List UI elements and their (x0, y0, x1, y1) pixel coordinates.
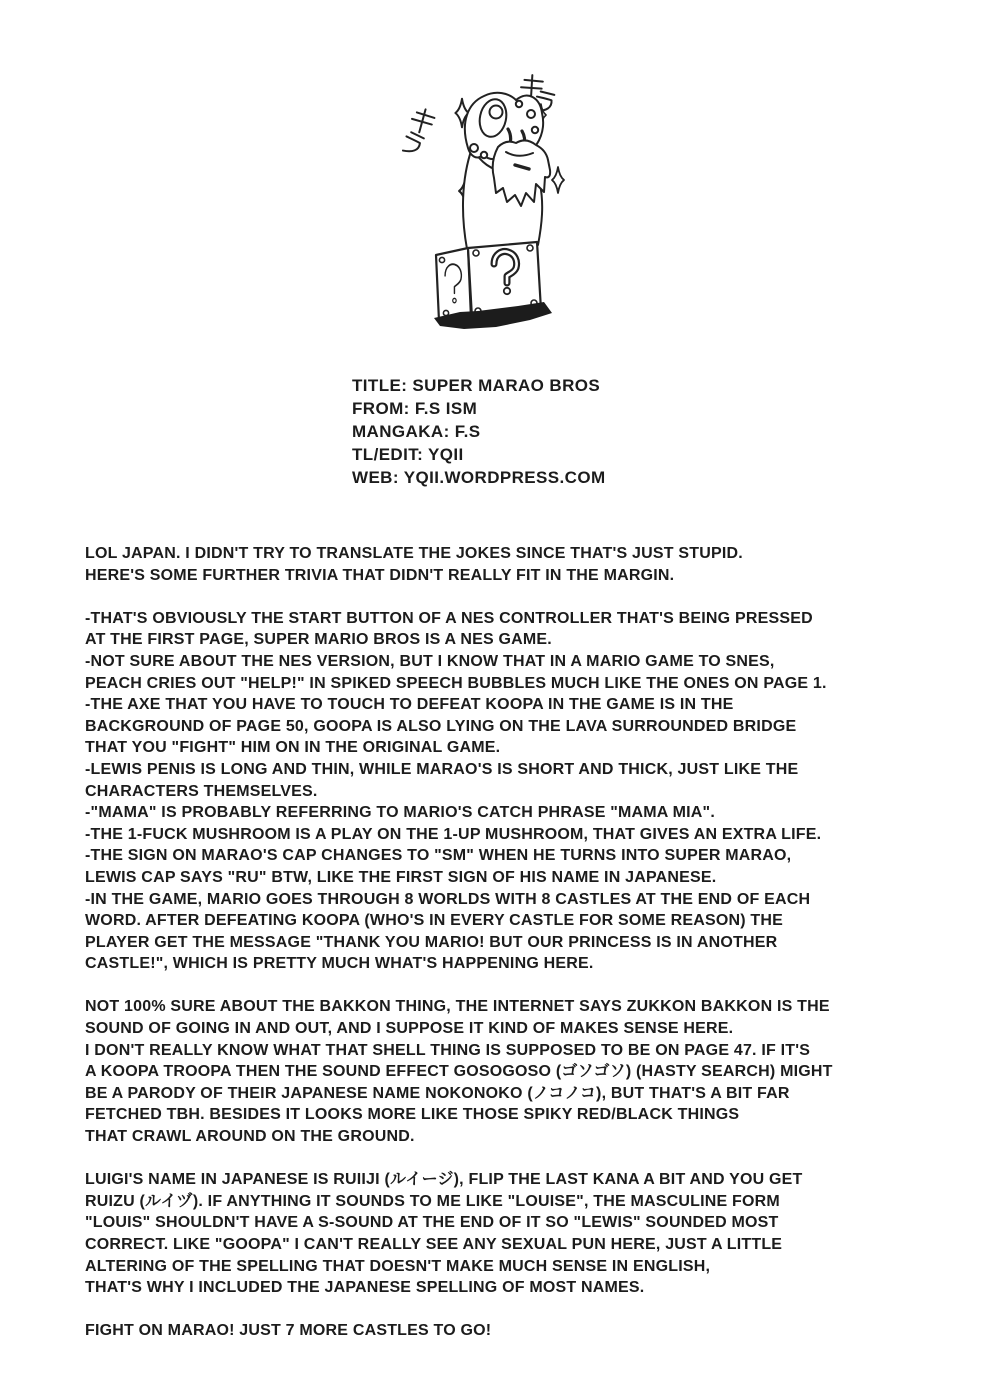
text-line: AT THE FIRST PAGE, SUPER MARIO BROS IS A NES GAME. (85, 631, 552, 649)
credit-line: TITLE: SUPER MARAO BROS (352, 376, 601, 395)
text-line: CORRECT. LIKE "GOOPA" I CAN'T REALLY SEE ANY SEXUAL PUN HERE, JUST A LITTLE (85, 1236, 783, 1253)
paragraph (85, 543, 965, 586)
text-line: CASTLE!", WHICH IS PRETTY MUCH WHAT'S HAPPENING HERE. (85, 955, 594, 973)
cap-spot (470, 144, 478, 152)
text-line: FIGHT ON MARAO! JUST 7 MORE CASTLES TO GO! (85, 1322, 492, 1340)
text-line: I DON'T REALLY KNOW WHAT THAT SHELL THING IS SUPPOSED TO BE ON PAGE 47. IF IT'S (85, 1041, 811, 1059)
text-line: -THE AXE THAT YOU HAVE TO TOUCH TO DEFEAT KOOPA IN THE GAME IS IN THE (85, 696, 734, 714)
paragraph (85, 996, 965, 1147)
credit-line: WEB: YQII.WORDPRESS.COM (352, 468, 606, 487)
text-line: LEWIS CAP SAYS "RU" BTW, LIKE THE FIRST SIGN OF HIS NAME IN JAPANESE. (85, 868, 717, 886)
text-line: LUIGI'S NAME IN JAPANESE IS RUIIJI (ルイージ), FLIP THE LAST KANA A BIT AND YOU GET (85, 1171, 803, 1189)
text-line: BE A PARODY OF THEIR JAPANESE NAME NOKONOKO (ノコノコ), BUT THAT'S A BIT FAR (85, 1084, 790, 1102)
text-line: HERE'S SOME FURTHER TRIVIA THAT DIDN'T REALLY FIT IN THE MARGIN. (85, 566, 675, 584)
text-line: WORD. AFTER DEFEATING KOOPA (WHO'S IN EVERY CASTLE FOR SOME REASON) THE (85, 912, 784, 930)
text-line: -LEWIS PENIS IS LONG AND THIN, WHILE MARAO'S IS SHORT AND THICK, JUST LIKE THE (85, 760, 799, 778)
text-line: FETCHED TBH. BESIDES IT LOOKS MORE LIKE THOSE SPIKY RED/BLACK THINGS (85, 1106, 740, 1124)
text-line: -THE 1-FUCK MUSHROOM IS A PLAY ON THE 1-UP MUSHROOM, THAT GIVES AN EXTRA LIFE. (85, 825, 822, 843)
translator-notes (85, 543, 965, 1342)
text-line: LOL JAPAN. I DIDN'T TRY TO TRANSLATE THE JOKES SINCE THAT'S JUST STUPID. (85, 545, 743, 562)
credit-line: TL/EDIT: YQII (352, 445, 464, 464)
text-line: SOUND OF GOING IN AND OUT, AND I SUPPOSE IT KIND OF MAKES SENSE HERE. (85, 1020, 734, 1038)
text-line: ALTERING OF THE SPELLING THAT DOESN'T MAKE MUCH SENSE IN ENGLISH, (85, 1257, 711, 1275)
text-line: A KOOPA TROOPA THEN THE SOUND EFFECT GOSOGOSO (ゴソゴソ) (HASTY SEARCH) MIGHT (85, 1063, 833, 1081)
credit-line: MANGAKA: F.S (352, 422, 481, 441)
text-line: CHARACTERS THEMSELVES. (85, 782, 318, 800)
cap-spot (527, 110, 535, 118)
paragraph (85, 608, 965, 975)
credit-line: FROM: F.S ISM (352, 399, 478, 418)
text-line: NOT 100% SURE ABOUT THE BAKKON THING, THE INTERNET SAYS ZUKKON BAKKON IS THE (85, 998, 830, 1016)
text-line: -NOT SURE ABOUT THE NES VERSION, BUT I KNOW THAT IN A MARIO GAME TO SNES, (85, 652, 775, 670)
character-illustration (398, 52, 638, 352)
text-line: BACKGROUND OF PAGE 50, GOOPA IS ALSO LYING ON THE LAVA SURROUNDED BRIDGE (85, 717, 797, 735)
text-line: THAT YOU "FIGHT" HIM ON IN THE ORIGINAL GAME. (85, 739, 501, 757)
paragraph (85, 1320, 965, 1342)
text-line: RUIZU (ルイヅ). IF ANYTHING IT SOUNDS TO ME LIKE "LOUISE", THE MASCULINE FORM (85, 1192, 780, 1210)
text-line: PEACH CRIES OUT "HELP!" IN SPIKED SPEECH BUBBLES MUCH LIKE THE ONES ON PAGE 1. (85, 674, 827, 692)
cap-spot (532, 127, 538, 133)
text-line: PLAYER GET THE MESSAGE "THANK YOU MARIO! BUT OUR PRINCESS IS IN ANOTHER (85, 933, 778, 951)
cap-spot (516, 101, 522, 107)
text-line: "LOUIS" SHOULDN'T HAVE A S-SOUND AT THE END OF IT SO "LEWIS" SOUNDED MOST (85, 1214, 779, 1232)
text-line: -"MAMA" IS PROBABLY REFERRING TO MARIO'S CATCH PHRASE "MAMA MIA". (85, 804, 715, 822)
cap-spot (490, 106, 503, 119)
credits-block (352, 374, 606, 489)
paragraph (85, 1169, 965, 1299)
text-line: THAT'S WHY I INCLUDED THE JAPANESE SPELLING OF MOST NAMES. (85, 1279, 645, 1297)
text-line: -IN THE GAME, MARIO GOES THROUGH 8 WORLDS WITH 8 CASTLES AT THE END OF EACH (85, 890, 811, 908)
text-line: -THE SIGN ON MARAO'S CAP CHANGES TO "SM" WHEN HE TURNS INTO SUPER MARAO, (85, 847, 792, 865)
cap-spot (481, 152, 487, 158)
text-line: THAT CRAWL AROUND ON THE GROUND. (85, 1128, 415, 1146)
text-line: -THAT'S OBVIOUSLY THE START BUTTON OF A NES CONTROLLER THAT'S BEING PRESSED (85, 609, 813, 627)
